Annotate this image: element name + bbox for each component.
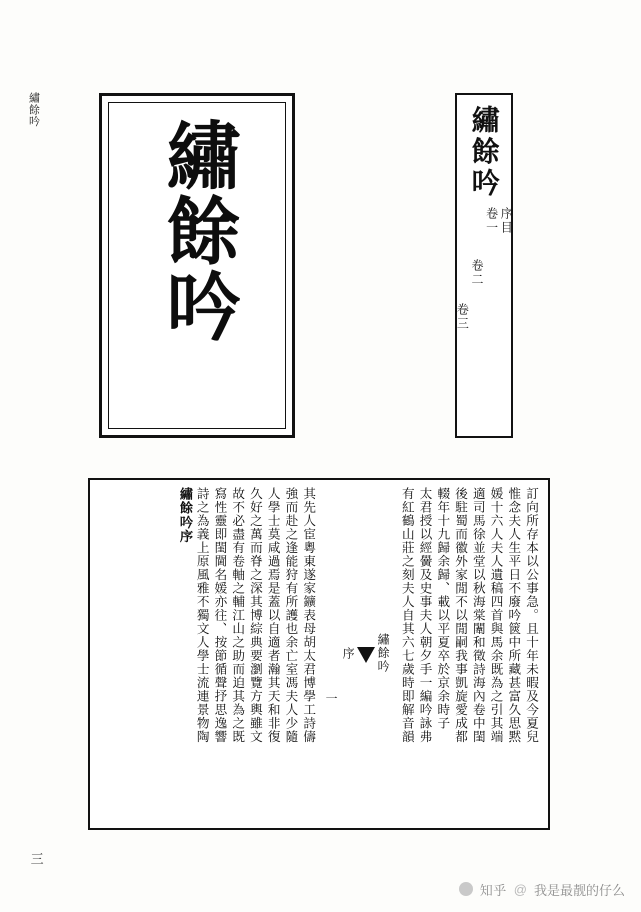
spine-section-2: 卷二 [470,259,484,288]
preface-column-5: 人學士莫咸過焉是蓋以自適者瀚其天和非復 [265,487,281,744]
cover-title-frame [99,93,295,438]
preface-column-14: 媛十六人夫人遺稿四首與馬余既為之引其端 [488,487,504,744]
cover-title-area [109,117,285,418]
preface-frame [88,478,550,830]
preface-banner-heading: 繡餘吟 [376,633,391,674]
preface-columns [98,487,540,820]
preface-column-15: 惟念夫人生平日不廢吟篋中所藏甚富久思黙 [506,487,522,744]
spine-title-area [457,105,511,199]
preface-column-7: 其先人宦粵東遂家鑛表母胡太君博學工詩儔 [301,487,317,744]
watermark-bar [0,866,641,912]
margin-running-head: 繡餘吟 [27,92,41,127]
preface-column-0: 繡餘吟序 [176,487,192,544]
spine-title-text: 繡餘吟 [467,105,501,200]
preface-column-11: 輟年十九歸余歸、載以平夏卒於京余時子 [435,487,451,730]
preface-column-16: 訂向所存本以公事急。且十年未暇及今夏兒 [524,487,539,744]
page-number: 三 [27,852,43,866]
zhihu-logo-icon [459,882,473,896]
spine-section-list [455,207,514,332]
preface-column-2: 寫性靈即閨閫名媛亦往、按節循聲抒思逸響 [212,487,228,744]
spine-label-frame [455,93,513,438]
preface-banner-folio: 一 [324,691,339,706]
cover-title-text: 繡餘吟 [154,117,241,344]
spine-section-1: 卷一 [484,207,499,236]
preface-column-4: 久好之萬而脊之深其博綜典要瀏覽方輿雖文 [247,487,263,744]
preface-column-3: 故不必盡有卷軸之輔江山之助而迫其為之既 [230,487,246,744]
triangle-marker-icon [357,647,375,663]
spine-section-0: 序目 [499,207,514,236]
preface-column-6: 強而赴之逢能狩有所護也余亡室馮夫人少隨 [283,487,299,744]
preface-column-1: 詩之為義上原風雅不獨文人學士流連景物陶 [194,487,210,744]
cover-inner-border [108,102,286,429]
preface-column-12: 後駐蜀而徽外家閒不以閒嗣我事凱旋愛成都 [453,487,469,744]
preface-column-13: 適司馬徐並堂以秋海棠闈和徵詩海內卷中閨 [470,487,486,744]
watermark-separator: @ [513,881,527,897]
preface-banner-label: 序 [341,646,356,661]
preface-column-9: 有紅鶴山莊之刻夫人自其六七歲時即解音韻 [399,487,415,744]
watermark-logo-text: 知乎 [479,883,507,899]
watermark-username: 我是最靓的仔么 [533,882,625,898]
preface-column-10: 太君授以經黌及史事夫人朝夕手一編吟詠弗 [417,487,433,744]
preface-banner [317,487,398,820]
spine-section-3: 卷三 [455,303,470,332]
